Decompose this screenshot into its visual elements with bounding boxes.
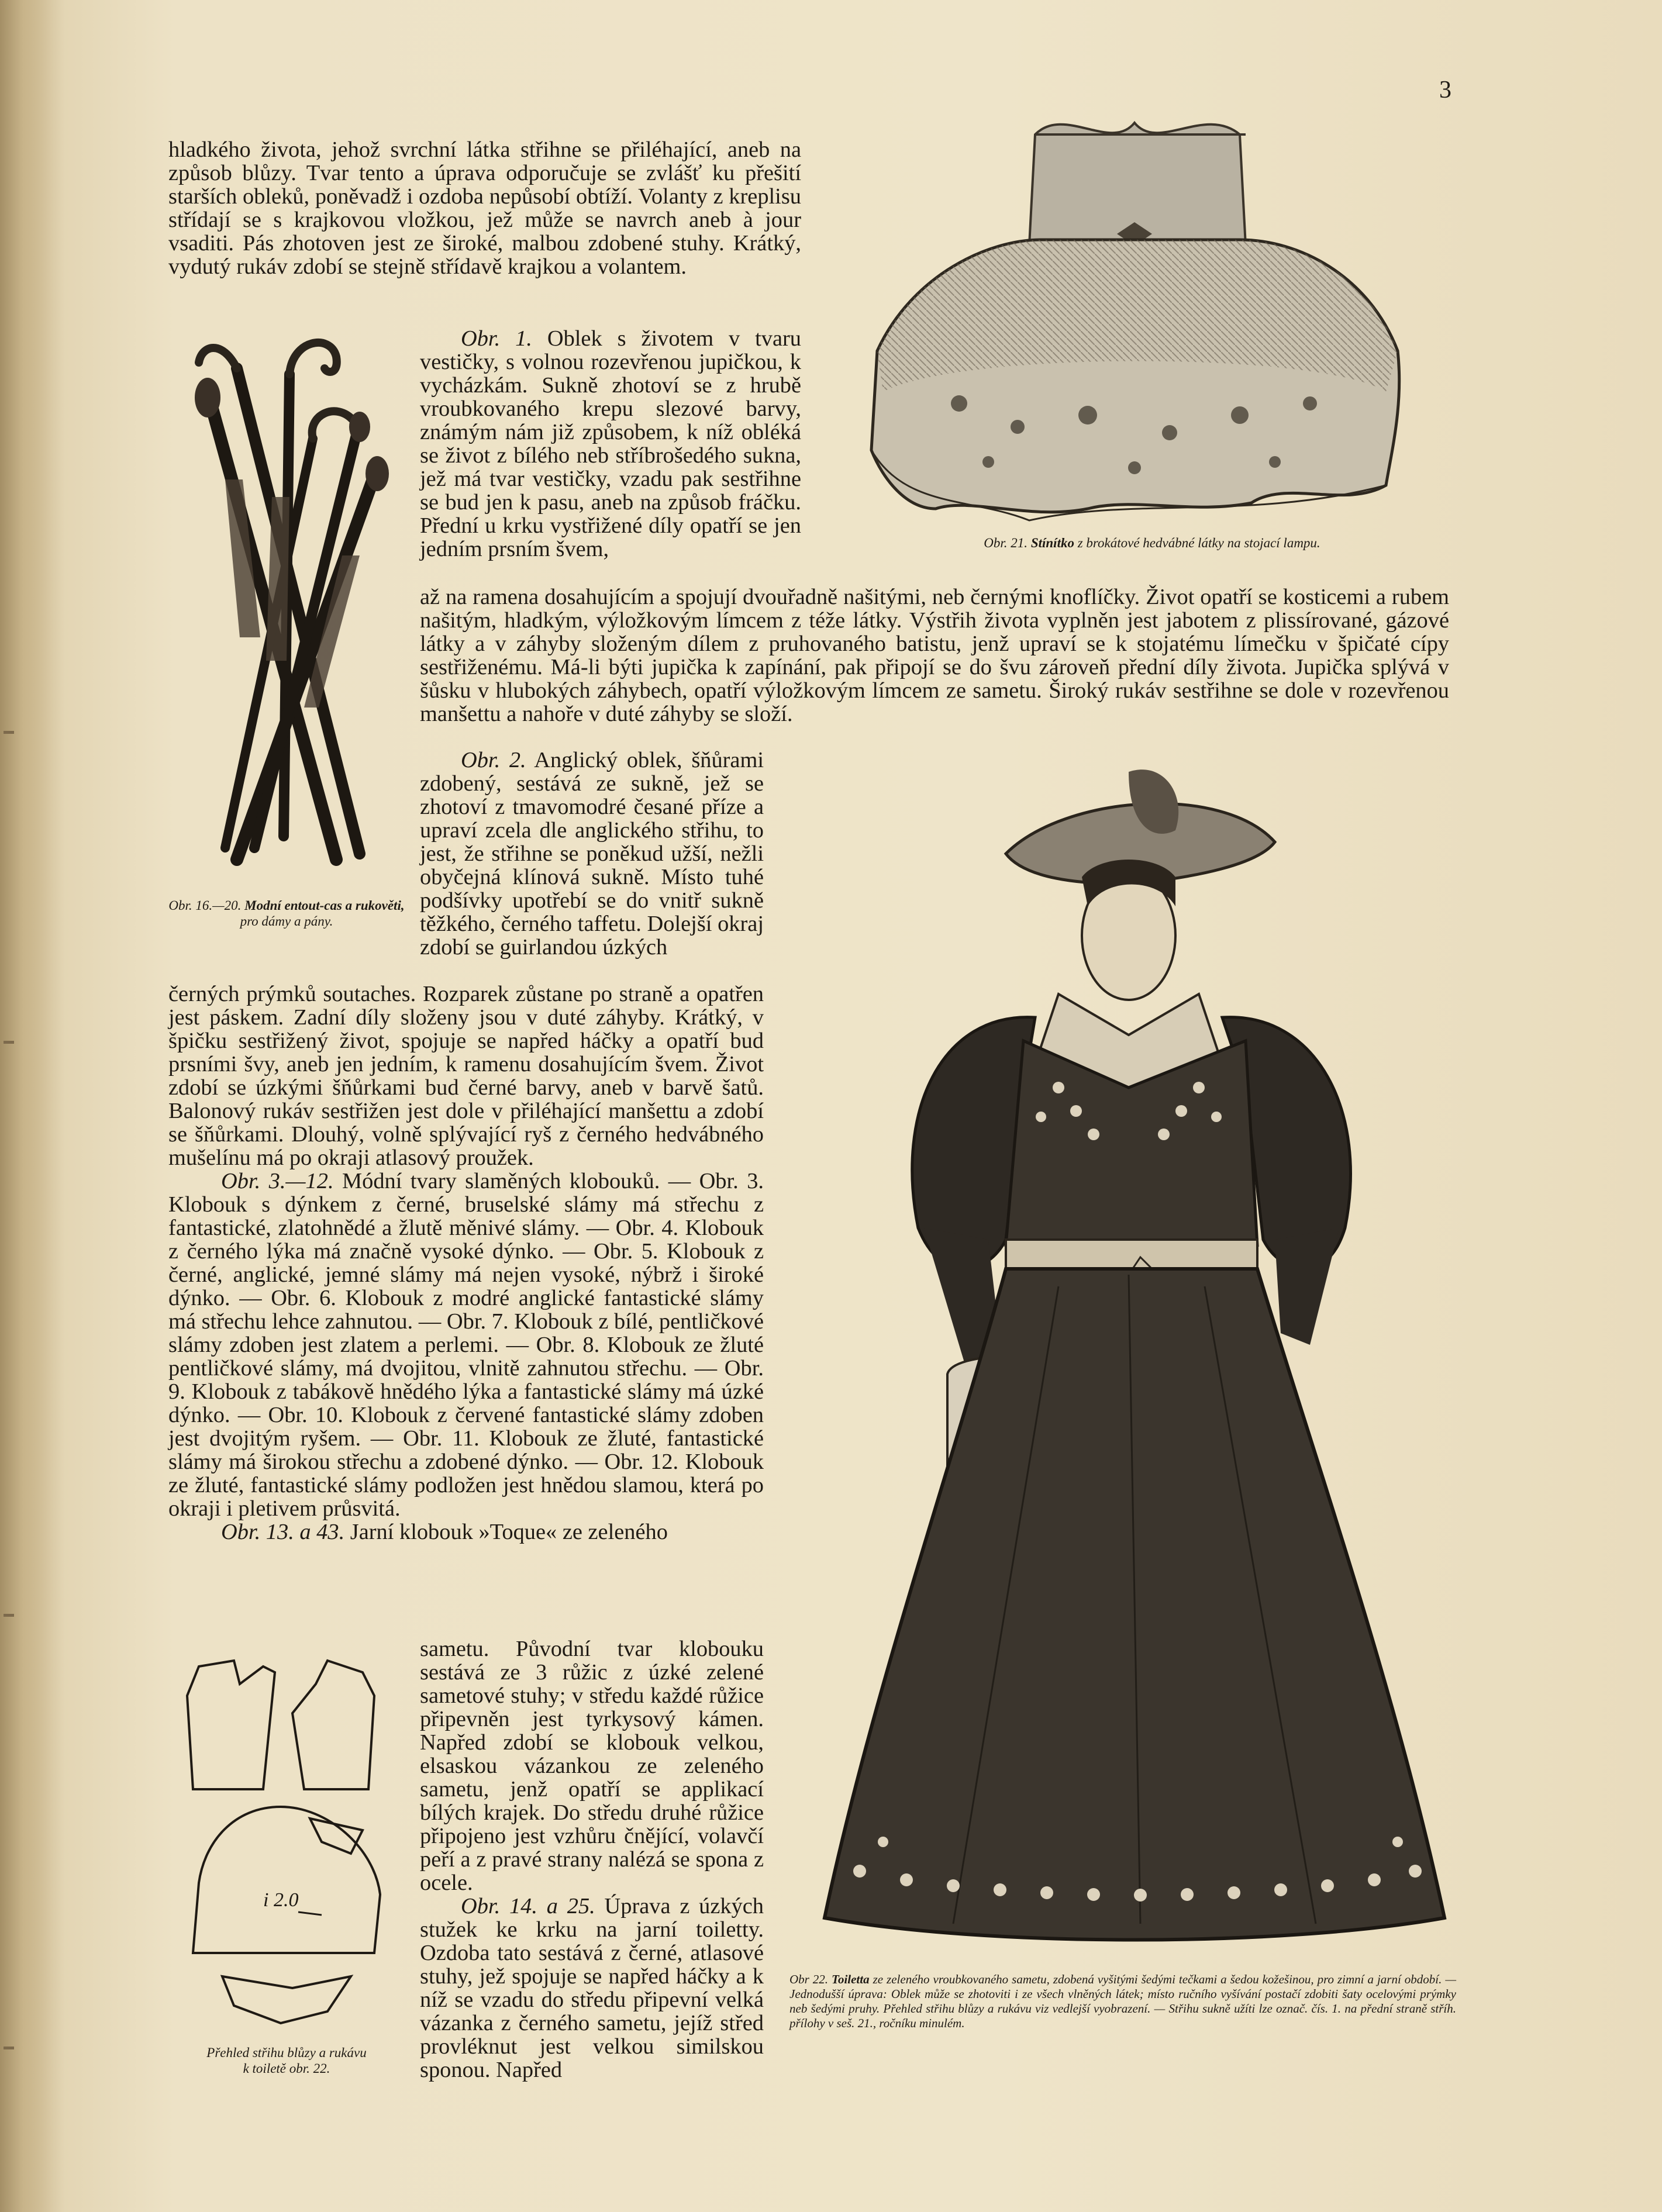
page-number: 3 <box>1439 77 1451 103</box>
gutter-shadow <box>0 0 64 2212</box>
obr13-paragraph <box>420 1637 764 2082</box>
obr2-body: Anglický oblek, šňůrami zdobený, sestává ze sukně, jež se zhotoví z tmavomodré česané příze a upraví zcela dle anglického střihu, to jest, že střihne se poněkud užší, nežli obyčejná klínová sukně. Místo tuhé podšívky upotřebí se do vnitř sukně těžkého, černého taffetu. Dolejší okraj zdobí se guirlandou úzkých <box>420 748 764 960</box>
fig21-prefix: Obr. 21. <box>984 536 1028 550</box>
fig22-rest: ze zeleného vroubkovaného sametu, zdobená vyšitými šedými tečkami a šedou kožešinou, pro zimní a jarní období. — Jednodušší úprava: Oblek může se zhotoviti i ze všech vlněných látek; místo ručního vyšívání postačí zdobiti šaty ocelovými prýmky neb šedými pruhy. Přehled střihu blůzy a rukávu viz vedlejší vyobrazení. — Střihu sukně užíti lze označ. čís. 1. na přední straně stříh. přílohy v seš. 21., ročníku minulém. <box>789 1972 1457 2030</box>
fig16-20-prefix: Obr. 16.—20. <box>168 898 242 913</box>
obr13-body: sametu. Původní tvar klobouku sestává ze 3 růžic z úzké zelené sametové stuhy; v středu každé růžice připevněn jest tyrkysový kámen. Napřed zdobí se klobouk velkou, elsaskou vázankou ze zeleného sametu, jenž opatří se applikací bílých krajek. Do středu druhé růžice připojeno jest vzhůru čnějící, volavčí peří a z pravé strany nalézá se spona z ocele. <box>420 1637 764 1895</box>
hats-text <box>168 1169 764 1520</box>
fig22-title: Toiletta <box>832 1972 870 1986</box>
lampshade-illustration <box>842 99 1427 526</box>
umbrellas-drawing <box>167 333 412 883</box>
obr13-lead-text <box>168 1520 764 1544</box>
edge-mark <box>4 1041 14 1044</box>
fig21-title: Stínítko <box>1030 536 1074 550</box>
obr1-body: Oblek s životem v tvaru vestičky, s volnou rozevřenou jupičkou, k vycházkám. Sukně zhotoví se z hrubě vroubkovaného krepu slezové barvy, známým nám již způsobem, k níž obléká se život z bílého neb stříbrošedého sukna, jež má tvar vestičky, vzadu pak sestřihne se bud jen k pasu, aneb na způsob fráčku. Přední u krku vystřižené díly opatří se jen jedním prsním švem, <box>420 326 801 561</box>
fig16-20-title: Modní entout-cas a rukověti, <box>244 898 405 913</box>
obr2-cont-paragraph <box>168 982 764 1544</box>
hats-body: Módní tvary slaměných klobouků. — Obr. 3. Klobouk s dýnkem z černé, bruselské slámy má střechu z fantastické, zlatohnědé a žlutě měnivé slámy. — Obr. 4. Klobouk z černého lýka má značně vysoké dýnko. — Obr. 5. Klobouk z černé, anglické, jemné slámy má nejen vysoké, nýbrž i široké dýnko. — Obr. 6. Klobouk z modré anglické fantastické slámy má střechu lehce zahnutou. — Obr. 7. Klobouk z bílé, pentličkové slámy zdoben jest zlatem a perlemi. — Obr. 8. Klobouk ze žluté pentličkové slámy, má dvojitou, vlnitě zahnutou střechu. — Obr. 9. Klobouk z tabákově hnědého lýka a fantastické slámy má úzké dýnko. — Obr. 10. Klobouk z červené fantastické slámy zdoben jest dvojitým ryšem. — Obr. 11. Klobouk ze žluté, fantastické slámy má širokou střechu a zdobené dýnko. — Obr. 12. Klobouk ze žluté, fantastické slámy podložen jest hnědou slamou, která po okraji i pletivem průsvitá. <box>168 1169 764 1521</box>
lampshade-drawing <box>842 99 1427 526</box>
obr14-body: Úprava z úzkých stužek ke krku na jarní toiletty. Ozdoba tato sestává z černé, atlasové stuhy, jež spojuje se napřed háčky a k níž se vzadu do středu připevní velká vázanka z černého sametu, jejíž střed provléknut jest velkou similskou sponou. Napřed <box>420 1894 764 2082</box>
pattern-mark: i 2.0 <box>263 1889 299 1911</box>
edge-mark <box>4 1614 14 1617</box>
toilette-illustration <box>813 760 1468 1947</box>
fig21-rest: z brokátové hedvábné látky na stojací lampu. <box>1077 536 1320 550</box>
obr13-label: Obr. 13. a 43. <box>221 1520 345 1544</box>
edge-mark <box>4 731 14 734</box>
pattern-caption-line1: Přehled střihu blůzy a rukávu <box>206 2045 367 2060</box>
obr1-label: Obr. 1. <box>461 326 532 351</box>
obr14-label: Obr. 14. a 25. <box>461 1894 595 1918</box>
fig21-caption <box>877 535 1427 551</box>
pattern-diagram <box>175 1649 398 2035</box>
toilette-drawing <box>813 760 1468 1947</box>
hats-label: Obr. 3.—12. <box>221 1169 334 1193</box>
obr2-label: Obr. 2. <box>461 748 526 772</box>
fig22-prefix: Obr 22. <box>789 1972 829 1986</box>
fig16-20-rest: pro dámy a pány. <box>240 914 333 929</box>
obr2-text <box>420 748 764 959</box>
intro-text: hladkého života, jehož svrchní látka střihne se přiléhající, aneb na způsob blůzy. Tvar tento a úprava odporučuje se zvlášť ku přešití starších obleků, poněvadž i ozdoba nepůsobí obtíží. Volanty z kreplisu střídají se s krajkovou vložkou, jež může se navrch aneb à jour vsaditi. Pás zhotoven jest ze široké, malbou zdobené stuhy. Krátký, vydutý rukáv zdobí se stejně střídavě krajkou a volantem. <box>168 137 801 279</box>
fig16-20-caption <box>167 898 406 929</box>
pattern-caption <box>164 2045 409 2076</box>
umbrellas-illustration <box>167 333 412 883</box>
obr1-text <box>420 327 801 561</box>
pattern-caption-line2: k toiletě obr. 22. <box>243 2061 330 2076</box>
pattern-drawing <box>175 1649 398 2035</box>
obr2-paragraph <box>420 748 764 959</box>
obr1-wide-text: až na ramena dosahujícím a spojují dvouřadně našitými, neb černými knoflíčky. Život opatří se kosticemi a rubem našitým, hladkým, výložkovým límcem z téže látky. Výstřih života vyplněn jest jabotem z plissírované, gázové látky a v záhyby složeným dílem z pruhovaného batistu, jenž upraví se k stojatému límečku v špičaté cípy sestřiženému. Má-li býti jupička k zapínání, pak připojí se do švu zároveň přední díly života. Jupička splývá v šůsku v hlubokých záhybech, opatří výložkovým límcem ze sametu. Široký rukáv sestřihne se dole v rozevřenou manšettu a nahoře v duté záhyby se složí. <box>420 585 1449 726</box>
obr1-paragraph <box>420 327 801 561</box>
obr1-wide-paragraph <box>420 585 1449 726</box>
intro-paragraph <box>168 138 801 278</box>
fig22-caption <box>789 1972 1456 2031</box>
obr13-lead: Jarní klobouk »Toque« ze zeleného <box>350 1520 668 1544</box>
edge-mark <box>4 2047 14 2049</box>
obr2-cont-text: černých prýmků soutaches. Rozparek zůstane po straně a opatřen jest páskem. Zadní díly složeny jsou v duté záhyby. Krátký, v špičku sestřižený život, spojuje se napřed háčky a opatří bud prsními švy, aneb jen jedním, k ramenu dosahujícím švem. Život zdobí se úzkými šňůrkami bud černé barvy, aneb v barvě šatů. Balonový rukáv sestřižen jest dole v přiléhající manšettu a zdobí se šňůrkami. Dlouhý, volně splývající ryš z černého hedvábného mušelínu má po okraji atlasový proužek. <box>168 982 764 1170</box>
obr14-text <box>420 1894 764 2082</box>
